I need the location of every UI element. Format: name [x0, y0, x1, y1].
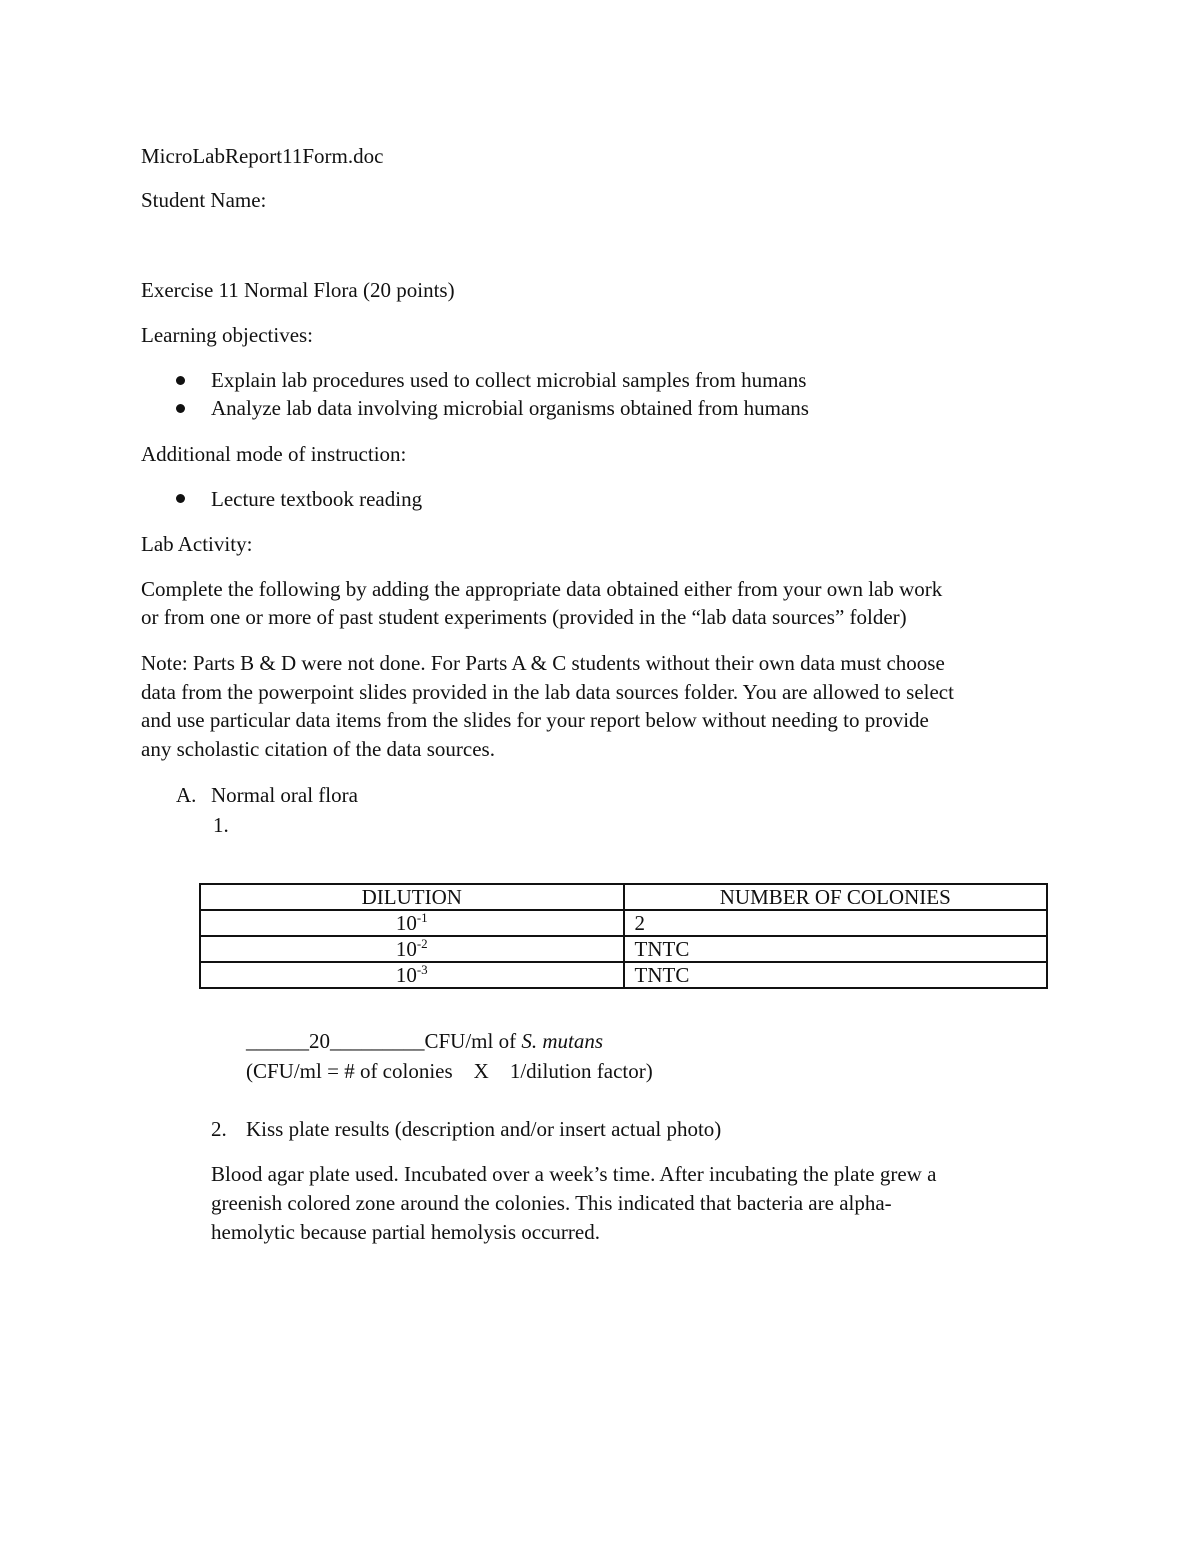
additional-heading: Additional mode of instruction:: [141, 442, 407, 466]
item-2-title: Kiss plate results (description and/or insert actual photo): [246, 1117, 722, 1141]
dilution-exponent: -3: [416, 962, 428, 977]
dilution-cell: [200, 936, 624, 962]
section-a-marker: A.: [176, 783, 197, 807]
result-text-line: hemolytic because partial hemolysis occurred.: [211, 1220, 600, 1244]
item-2-marker: 2.: [211, 1117, 227, 1141]
table-row: [200, 910, 1047, 936]
student-name-label: Student Name:: [141, 188, 267, 212]
result-text-line: greenish colored zone around the colonies. This indicated that bacteria are alpha-: [211, 1191, 892, 1215]
note-text-line: any scholastic citation of the data sources.: [141, 737, 495, 761]
cfu-result-line: [246, 1027, 603, 1056]
table-row: [200, 962, 1047, 988]
bullet-icon: [176, 404, 185, 413]
table-row: [200, 936, 1047, 962]
colonies-cell: TNTC: [624, 936, 1048, 962]
dilution-base: 10: [395, 937, 417, 961]
dilution-header: DILUTION: [200, 884, 624, 910]
bullet-icon: [176, 494, 185, 503]
cfu-value: 20: [309, 1029, 330, 1053]
colonies-cell: TNTC: [624, 962, 1048, 988]
bullet-icon: [176, 376, 185, 385]
exercise-title: Exercise 11 Normal Flora (20 points): [141, 278, 455, 302]
activity-text-line: or from one or more of past student experiments (provided in the “lab data sources” folder): [141, 605, 907, 629]
dilution-table: [199, 883, 1048, 989]
dilution-base: 10: [395, 963, 417, 987]
document-filename: MicroLabReport11Form.doc: [141, 144, 384, 168]
dilution-exponent: -1: [416, 910, 428, 925]
organism-name: S. mutans: [521, 1029, 604, 1053]
result-text-line: Blood agar plate used. Incubated over a week’s time. After incubating the plate grew a: [211, 1162, 937, 1186]
activity-heading: Lab Activity:: [141, 532, 253, 556]
cfu-unit-text: CFU/ml of: [424, 1029, 522, 1053]
objective-item: Analyze lab data involving microbial organisms obtained from humans: [211, 396, 809, 420]
note-text-line: and use particular data items from the slides for your report below without needing to provide: [141, 708, 929, 732]
cfu-blank-before: ______: [246, 1029, 309, 1053]
note-text-line: data from the powerpoint slides provided in the lab data sources folder. You are allowed to select: [141, 680, 954, 704]
activity-text-line: Complete the following by adding the appropriate data obtained either from your own lab work: [141, 577, 943, 601]
dilution-cell: [200, 910, 624, 936]
dilution-base: 10: [395, 911, 417, 935]
colonies-cell: 2: [624, 910, 1048, 936]
item-1-marker: 1.: [213, 813, 229, 837]
objectives-heading: Learning objectives:: [141, 323, 314, 347]
dilution-exponent: -2: [416, 936, 428, 951]
cfu-formula: (CFU/ml = # of colonies X 1/dilution factor): [246, 1059, 653, 1083]
dilution-cell: [200, 962, 624, 988]
objective-item: Explain lab procedures used to collect microbial samples from humans: [211, 368, 807, 392]
additional-item: Lecture textbook reading: [211, 487, 423, 511]
section-a-title: Normal oral flora: [211, 783, 358, 807]
cfu-blank-after: _________: [330, 1029, 425, 1053]
note-text-line: Note: Parts B & D were not done. For Parts A & C students without their own data must choose: [141, 651, 945, 675]
table-header-row: [200, 884, 1047, 910]
colonies-header: NUMBER OF COLONIES: [624, 884, 1048, 910]
